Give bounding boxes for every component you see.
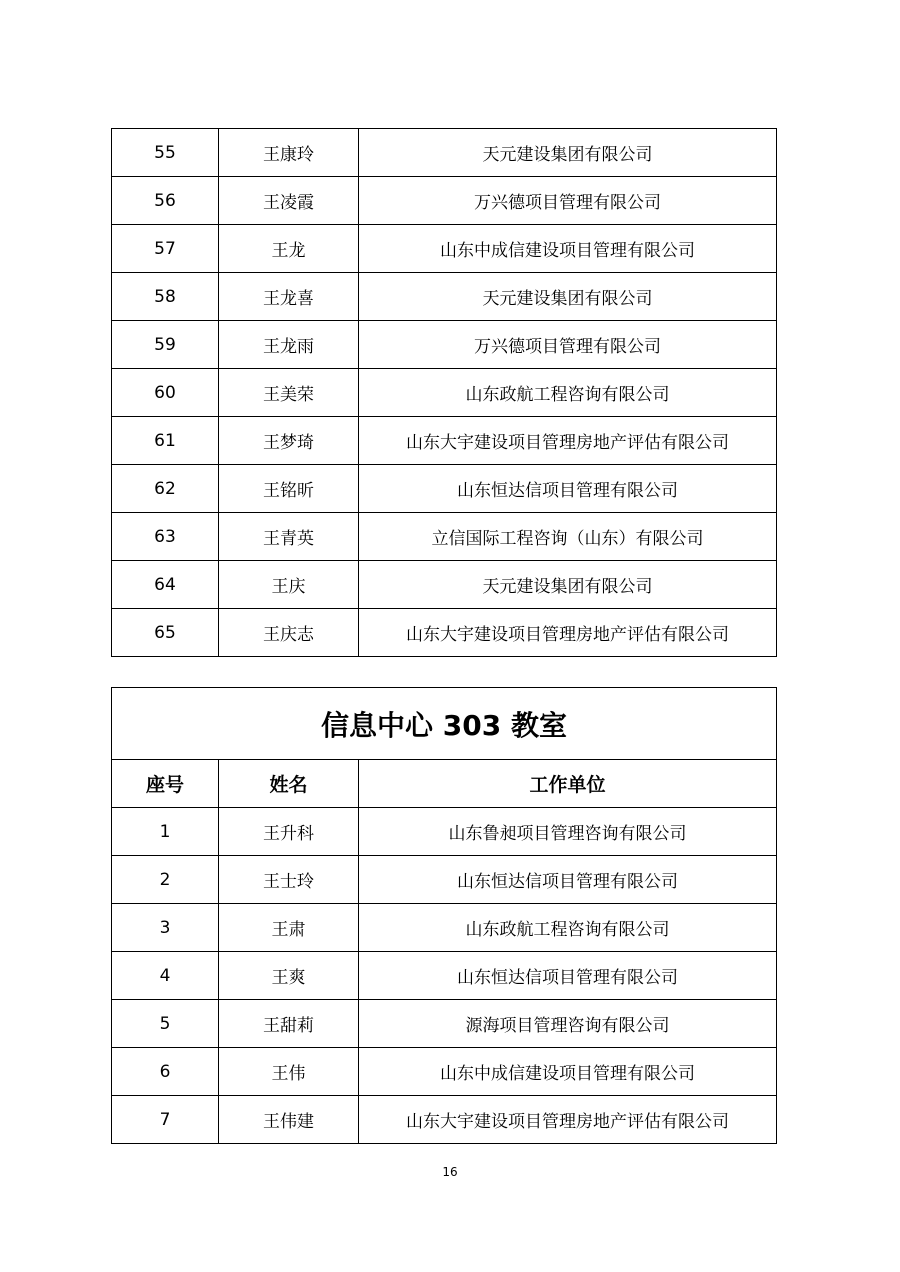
seat-number: 6 [112, 1048, 219, 1096]
seat-number: 55 [112, 129, 219, 177]
person-name: 王肃 [219, 904, 359, 952]
table-row [112, 129, 777, 177]
table-row [112, 273, 777, 321]
seat-number: 57 [112, 225, 219, 273]
table-row [112, 321, 777, 369]
table-row [112, 177, 777, 225]
work-unit: 万兴德项目管理有限公司 [359, 321, 777, 369]
work-unit: 山东中成信建设项目管理有限公司 [359, 1048, 777, 1096]
person-name: 王龙 [219, 225, 359, 273]
table-row [112, 465, 777, 513]
seat-number: 56 [112, 177, 219, 225]
seat-number: 3 [112, 904, 219, 952]
person-name: 王庆 [219, 561, 359, 609]
person-name: 王凌霞 [219, 177, 359, 225]
table-row [112, 417, 777, 465]
seat-number: 64 [112, 561, 219, 609]
work-unit: 山东大宇建设项目管理房地产评估有限公司 [359, 417, 777, 465]
work-unit: 山东中成信建设项目管理有限公司 [359, 225, 777, 273]
table-row [112, 856, 777, 904]
seat-number: 2 [112, 856, 219, 904]
header-name: 姓名 [219, 760, 359, 808]
person-name: 王龙雨 [219, 321, 359, 369]
person-name: 王青英 [219, 513, 359, 561]
person-name: 王伟建 [219, 1096, 359, 1144]
work-unit: 源海项目管理咨询有限公司 [359, 1000, 777, 1048]
seat-number: 60 [112, 369, 219, 417]
person-name: 王升科 [219, 808, 359, 856]
seat-number: 1 [112, 808, 219, 856]
table-row [112, 1000, 777, 1048]
person-name: 王庆志 [219, 609, 359, 657]
person-name: 王梦琦 [219, 417, 359, 465]
work-unit: 山东大宇建设项目管理房地产评估有限公司 [359, 1096, 777, 1144]
room-title: 信息中心 303 教室 [112, 688, 777, 760]
person-name: 王甜莉 [219, 1000, 359, 1048]
room-seat-table [111, 687, 777, 1144]
table-row [112, 1048, 777, 1096]
work-unit: 山东政航工程咨询有限公司 [359, 904, 777, 952]
table-row [112, 225, 777, 273]
work-unit: 山东政航工程咨询有限公司 [359, 369, 777, 417]
work-unit: 天元建设集团有限公司 [359, 129, 777, 177]
person-name: 王康玲 [219, 129, 359, 177]
person-name: 王伟 [219, 1048, 359, 1096]
seat-number: 59 [112, 321, 219, 369]
seat-number: 61 [112, 417, 219, 465]
header-row [112, 760, 777, 808]
work-unit: 山东恒达信项目管理有限公司 [359, 856, 777, 904]
person-name: 王爽 [219, 952, 359, 1000]
seat-table-continued [111, 128, 777, 657]
table-row [112, 904, 777, 952]
table-row [112, 808, 777, 856]
work-unit: 山东恒达信项目管理有限公司 [359, 952, 777, 1000]
work-unit: 山东大宇建设项目管理房地产评估有限公司 [359, 609, 777, 657]
work-unit: 天元建设集团有限公司 [359, 561, 777, 609]
seat-number: 58 [112, 273, 219, 321]
table-row [112, 561, 777, 609]
seat-number: 7 [112, 1096, 219, 1144]
table-row [112, 369, 777, 417]
seat-number: 65 [112, 609, 219, 657]
room-title-row [112, 688, 777, 760]
work-unit: 立信国际工程咨询（山东）有限公司 [359, 513, 777, 561]
person-name: 王士玲 [219, 856, 359, 904]
seat-number: 4 [112, 952, 219, 1000]
seat-number: 62 [112, 465, 219, 513]
table-row [112, 513, 777, 561]
table-row [112, 609, 777, 657]
seat-number: 5 [112, 1000, 219, 1048]
table-row [112, 1096, 777, 1144]
person-name: 王龙喜 [219, 273, 359, 321]
seat-number: 63 [112, 513, 219, 561]
table-row [112, 952, 777, 1000]
header-unit: 工作单位 [359, 760, 777, 808]
page-number: 16 [442, 1165, 458, 1179]
person-name: 王美荣 [219, 369, 359, 417]
work-unit: 天元建设集团有限公司 [359, 273, 777, 321]
work-unit: 山东恒达信项目管理有限公司 [359, 465, 777, 513]
person-name: 王铭昕 [219, 465, 359, 513]
work-unit: 万兴德项目管理有限公司 [359, 177, 777, 225]
work-unit: 山东鲁昶项目管理咨询有限公司 [359, 808, 777, 856]
header-seat: 座号 [112, 760, 219, 808]
